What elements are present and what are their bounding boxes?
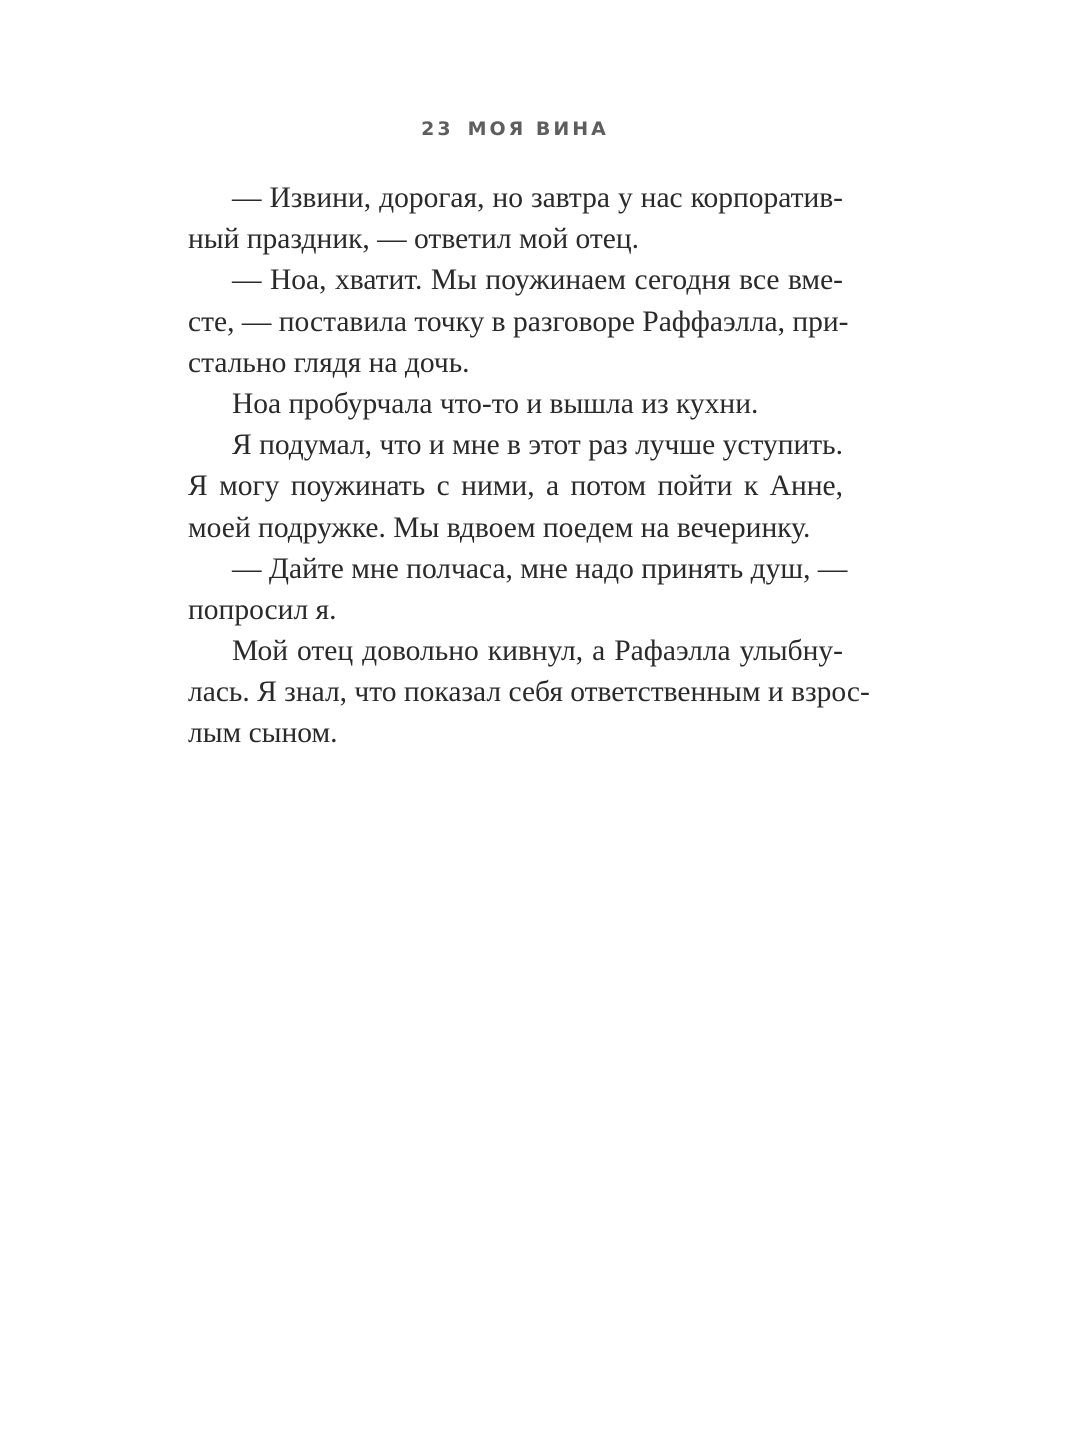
running-head <box>0 118 1030 140</box>
text-line: — Дайте мне полчаса, мне надо принять душ, — <box>232 552 848 585</box>
text-line: моей подружке. Мы вдвоем поедем на вечеринку. <box>188 511 811 544</box>
text-line: Я могу поужинать с ними, а потом пойти к Анне, <box>188 470 843 503</box>
text-line: — Извини, дорогая, но завтра у нас корпоратив- <box>232 182 843 214</box>
text-line: стально глядя на дочь. <box>188 346 470 379</box>
text-line: лым сыном. <box>188 717 338 750</box>
text-line: Ноа пробурчала что-то и вышла из кухни. <box>232 387 759 420</box>
text-line: — Ноа, хватит. Мы поужинаем сегодня все вме- <box>232 264 843 297</box>
text-line: сте, — поставила точку в разговоре Раффаэлла, при- <box>188 305 849 338</box>
book-title: МОЯ ВИНА <box>467 118 609 140</box>
text-line: Я подумал, что и мне в этот раз лучше уступить. <box>232 429 843 462</box>
text-line: лась. Я знал, что показал себя ответственным и взрос- <box>188 676 870 709</box>
text-line: Мой отец довольно кивнул, а Рафаэлла улыбну- <box>232 635 843 668</box>
text-line: ный праздник, — ответил мой отец. <box>188 223 640 256</box>
page-number: 23 <box>421 118 454 140</box>
text-line: попросил я. <box>188 593 337 626</box>
body-text <box>188 178 870 755</box>
